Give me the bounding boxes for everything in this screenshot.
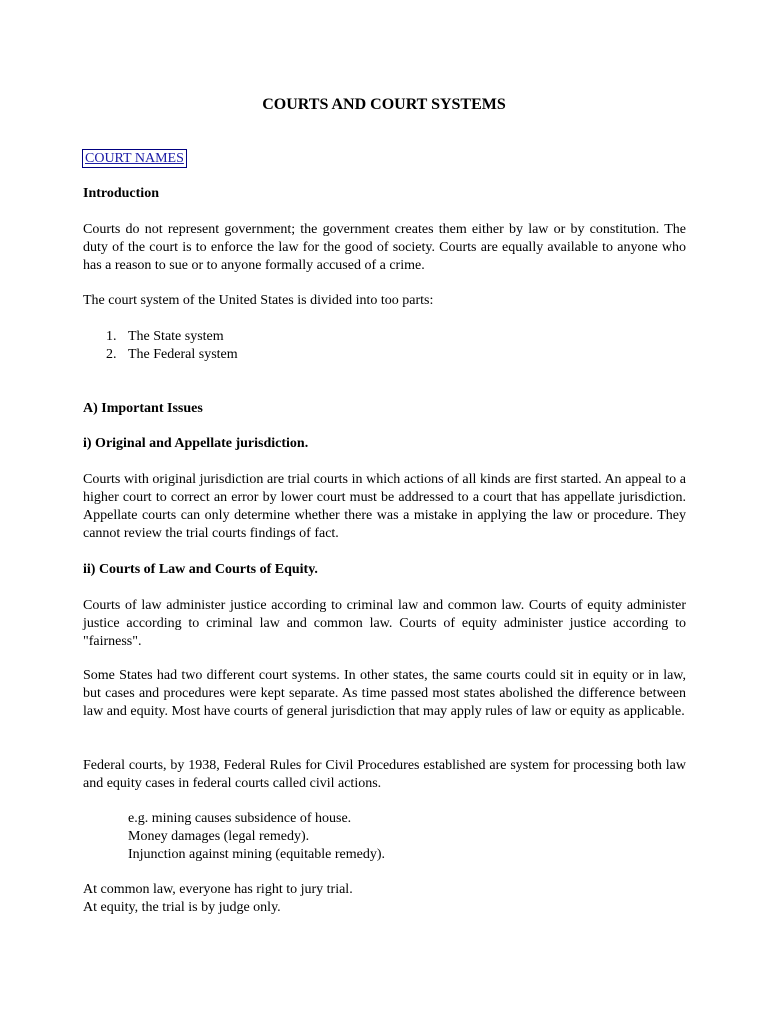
subsection-i-heading: i) Original and Appellate jurisdiction. <box>83 436 309 451</box>
court-names-link[interactable] <box>82 149 187 168</box>
list-text: The State system <box>128 329 224 344</box>
introduction-paragraph: Courts do not represent government; the government creates them either by law or by constitution. The duty of the court is to enforce the law for the good of society. Courts are equally available to anyone who has a reason to sue or to anyone formally accused of a crime. <box>83 222 686 273</box>
list-item <box>106 328 238 346</box>
subsection-ii-heading: ii) Courts of Law and Courts of Equity. <box>83 562 318 577</box>
closing-lines <box>83 881 686 917</box>
closing-line: At common law, everyone has right to jury trial. <box>83 882 353 897</box>
list-text: The Federal system <box>128 347 238 362</box>
court-names-link-label: COURT NAMES <box>85 151 184 166</box>
court-system-paragraph: The court system of the United States is divided into too parts: <box>83 293 434 308</box>
list-number: 1. <box>106 329 117 344</box>
section-a-heading: A) Important Issues <box>83 401 203 416</box>
example-list <box>128 810 385 864</box>
courts-of-law-paragraph: Courts of law administer justice according to criminal law and common law. Courts of equity administer justice according to criminal law and common law. Courts of equity administer justice according to "fairness". <box>83 598 686 649</box>
court-system-list <box>106 328 238 364</box>
subsection-i-paragraph: Courts with original jurisdiction are trial courts in which actions of all kinds are first started. An appeal to a higher court to correct an error by lower court must be addressed to a court that has appellate jurisdiction. Appellate courts can only determine whether there was a mistake in applying the law or procedure. They cannot review the trial courts findings of fact. <box>83 472 686 541</box>
list-number: 2. <box>106 347 117 362</box>
introduction-heading: Introduction <box>83 186 159 201</box>
federal-courts-paragraph: Federal courts, by 1938, Federal Rules for Civil Procedures established are system for processing both law and equity cases in federal courts called civil actions. <box>83 758 686 791</box>
document-title: COURTS AND COURT SYSTEMS <box>262 96 506 113</box>
example-line: e.g. mining causes subsidence of house. <box>128 811 352 826</box>
example-line: Money damages (legal remedy). <box>128 829 310 844</box>
list-item <box>106 346 238 364</box>
court-systems-paragraph: Some States had two different court systems. In other states, the same courts could sit in equity or in law, but cases and procedures were kept separate. As time passed most states abolished the difference between law and equity. Most have courts of general jurisdiction that may apply rules of law or equity as applicable. <box>83 668 686 719</box>
closing-line: At equity, the trial is by judge only. <box>83 900 281 915</box>
example-line: Injunction against mining (equitable remedy). <box>128 847 385 862</box>
